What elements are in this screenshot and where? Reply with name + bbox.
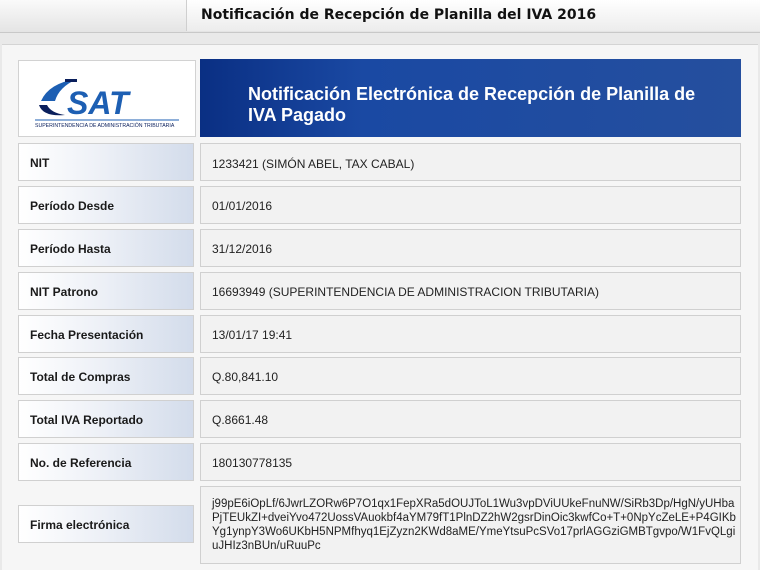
referencia-value-cell bbox=[200, 443, 741, 481]
total-iva-label: Total IVA Reportado bbox=[30, 413, 144, 427]
periodo-hasta-label-cell bbox=[18, 229, 194, 267]
total-compras-label-cell bbox=[18, 357, 194, 395]
total-compras-value: Q.80,841.10 bbox=[212, 370, 279, 384]
fecha-presentacion-label-cell bbox=[18, 315, 194, 353]
total-iva-label-cell bbox=[18, 400, 194, 438]
sat-logo-text: SAT bbox=[67, 85, 129, 121]
nit-value-cell bbox=[200, 143, 741, 181]
firma-label: Firma electrónica bbox=[30, 518, 130, 532]
sat-logo-tagline: SUPERINTENDENCIA DE ADMINISTRACIÓN TRIBUTARIA bbox=[35, 123, 175, 129]
nit-patrono-label-cell bbox=[18, 272, 194, 310]
periodo-desde-label-cell bbox=[18, 186, 194, 224]
nit-label: NIT bbox=[30, 156, 50, 170]
window-title-tab bbox=[186, 0, 760, 31]
total-iva-value-cell bbox=[200, 400, 741, 438]
sat-logo-icon bbox=[19, 61, 195, 136]
nit-patrono-value: 16693949 (SUPERINTENDENCIA DE ADMINISTRACION TRIBUTARIA) bbox=[212, 285, 599, 299]
referencia-label-cell bbox=[18, 443, 194, 481]
periodo-desde-label: Período Desde bbox=[30, 199, 115, 213]
referencia-label: No. de Referencia bbox=[30, 456, 132, 470]
nit-patrono-label: NIT Patrono bbox=[30, 285, 98, 299]
periodo-hasta-value-cell bbox=[200, 229, 741, 267]
notification-title: Notificación Electrónica de Recepción de Planilla de IVA Pagado bbox=[248, 84, 696, 125]
total-iva-value: Q.8661.48 bbox=[212, 413, 269, 427]
total-compras-label: Total de Compras bbox=[30, 370, 131, 384]
periodo-hasta-label: Período Hasta bbox=[30, 242, 111, 256]
periodo-desde-value: 01/01/2016 bbox=[212, 199, 273, 213]
sat-logo bbox=[18, 60, 196, 137]
periodo-desde-value-cell bbox=[200, 186, 741, 224]
window-title-bar bbox=[0, 0, 760, 33]
firma-value: j99pE6iOpLf/6JwrLZORw6P7O1qx1FepXRa5dOUJToL1Wu3vpDViUUkeFnuNW/SiRb3Dp/HgN/yUHbaPjTEUkZI+dveiYvo472UossVAuokbf4aYM79fT1PlnDZ2hW2gsrDinOic3kwfCo+T+0NpYcZeLE+P4GIKbYg1ynpY3Wo6UKbH5NPMfhyq1EjZyzn2KWd8aME/YmeYtsuPcSVo17prlAGGziGMBTgvpo/W1FvQLgiuJHIz3nBUn/uRuuPc bbox=[212, 498, 736, 552]
periodo-hasta-value: 31/12/2016 bbox=[212, 242, 273, 256]
referencia-value: 180130778135 bbox=[212, 456, 293, 470]
firma-label-cell bbox=[18, 505, 194, 543]
nit-patrono-value-cell bbox=[200, 272, 741, 310]
window-title: Notificación de Recepción de Planilla del IVA 2016 bbox=[201, 7, 597, 23]
fecha-presentacion-value-cell bbox=[200, 315, 741, 353]
nit-label-cell bbox=[18, 143, 194, 181]
fecha-presentacion-value: 13/01/17 19:41 bbox=[212, 328, 293, 342]
nit-value: 1233421 (SIMÓN ABEL, TAX CABAL) bbox=[212, 157, 415, 171]
total-compras-value-cell bbox=[200, 357, 741, 395]
firma-value-cell bbox=[200, 486, 741, 564]
notification-header bbox=[200, 59, 741, 137]
fecha-presentacion-label: Fecha Presentación bbox=[30, 328, 144, 342]
